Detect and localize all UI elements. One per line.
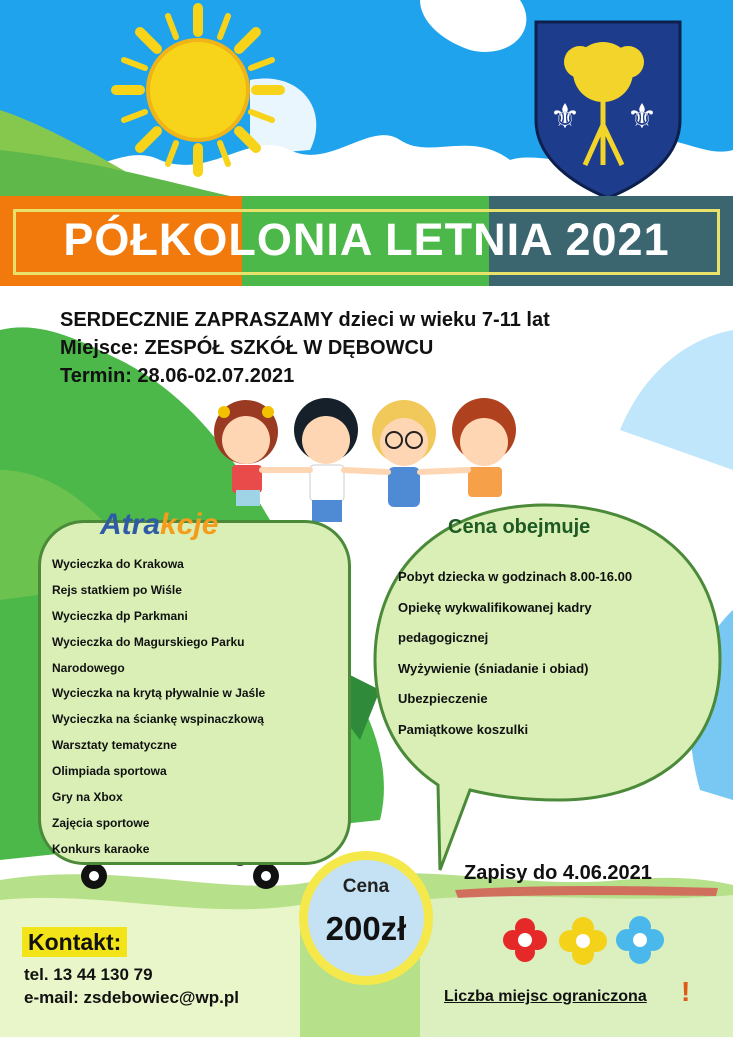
list-item: Wycieczka na ściankę wspinaczkową [52, 712, 264, 727]
list-item: Wycieczka do Krakowa [52, 557, 184, 571]
sun-icon [116, 8, 280, 172]
price-value: 200zł [325, 910, 407, 947]
list-item: Wyżywienie (śniadanie i obiad) [398, 660, 589, 676]
intro-invitation: SERDECZNIE ZAPRASZAMY dzieci w wieku 7-11 lat [60, 309, 550, 331]
svg-text:⚜: ⚜ [549, 97, 581, 137]
list-item: pedagogicznej [398, 630, 489, 645]
page-title: PÓŁKOLONIA LETNIA 2021 [63, 214, 670, 265]
list-item: Pamiątkowe koszulki [398, 721, 529, 737]
list-item: Olimpiada sportowa [52, 764, 167, 779]
flower-icon [503, 916, 664, 965]
list-item: Wycieczka do Magurskiego Parku [52, 634, 245, 649]
exclamation-icon: ! [681, 976, 691, 1007]
list-item: Gry na Xbox [52, 790, 123, 805]
contact-phone: tel. 13 44 130 79 [24, 965, 153, 984]
intro-place: Miejsce: ZESPÓŁ SZKÓŁ W DĘBOWCU [60, 337, 434, 359]
children-illustration [214, 398, 516, 522]
limited-places-note: Liczba miejsc ograniczona [444, 988, 647, 1005]
price-label: Cena [342, 876, 390, 897]
list-item: Ubezpieczenie [398, 691, 488, 706]
list-item: Wycieczka dp Parkmani [52, 608, 188, 623]
list-item: Pobyt dziecka w godzinach 8.00-16.00 [398, 569, 633, 584]
list-item: Zajęcia sportowe [52, 815, 150, 830]
signup-deadline: Zapisy do 4.06.2021 [464, 862, 652, 884]
sky-right [620, 330, 733, 470]
contact-heading: Kontakt: [22, 927, 127, 957]
attractions-heading-part1: Atra [100, 508, 161, 541]
attractions-list [52, 552, 332, 863]
price-covers-list [398, 562, 698, 745]
coat-of-arms-icon [536, 22, 680, 198]
contact-email: e-mail: zsdebowiec@wp.pl [24, 988, 239, 1007]
list-item: Konkurs karaoke [52, 841, 150, 856]
list-item: Narodowego [52, 660, 125, 675]
attractions-heading-part2: kcje [160, 508, 219, 541]
list-item: Wycieczka na krytą pływalnie w Jaśle [52, 686, 266, 701]
intro-text [60, 306, 550, 390]
svg-text:⚜: ⚜ [626, 97, 658, 137]
price-covers-heading: Cena obejmuje [448, 516, 591, 538]
bottom-hill-right [420, 895, 733, 1037]
intro-dates: Termin: 28.06-02.07.2021 [60, 365, 295, 387]
list-item: Rejs statkiem po Wiśle [52, 582, 182, 597]
list-item: Opiekę wykwalifikowanej kadry [398, 599, 592, 615]
attractions-heading [100, 508, 218, 542]
list-item: Warsztaty tematyczne [52, 738, 177, 753]
